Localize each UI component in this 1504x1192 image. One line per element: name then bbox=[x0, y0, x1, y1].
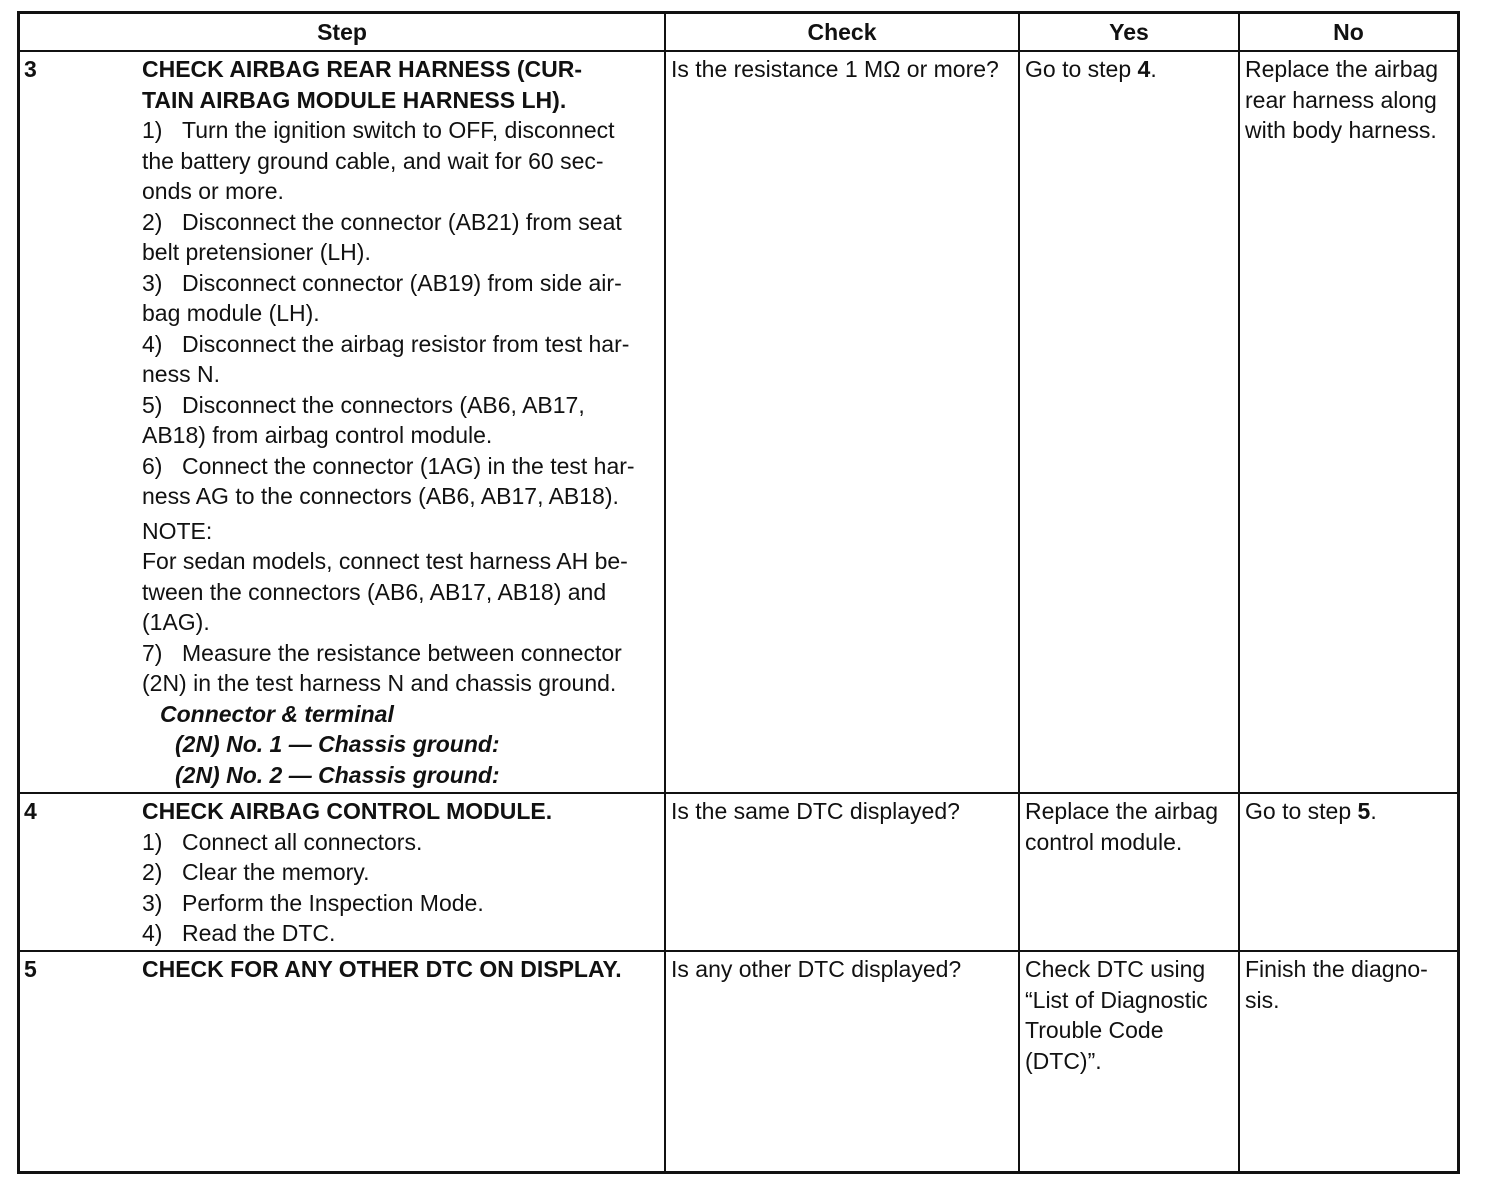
instruction-text: bag module (LH). bbox=[142, 300, 320, 326]
header-no: No bbox=[1239, 14, 1457, 51]
no-text: Go to step bbox=[1245, 798, 1358, 824]
step-instructions bbox=[142, 827, 660, 949]
instruction-line bbox=[142, 268, 660, 299]
note-label: NOTE: bbox=[142, 517, 213, 544]
no-cell: Finish the diagno-sis. bbox=[1239, 951, 1457, 1171]
step-instructions bbox=[142, 115, 660, 512]
instruction-text: Disconnect connector (AB19) from side air- bbox=[182, 269, 622, 296]
instruction-text: Connect the connector (1AG) in the test har- bbox=[182, 452, 635, 479]
instruction-text: Disconnect the connectors (AB6, AB17, bbox=[182, 391, 585, 418]
step-description bbox=[140, 51, 665, 793]
yes-cell bbox=[1019, 51, 1239, 793]
instruction-number: 6) bbox=[142, 452, 163, 479]
instruction-line bbox=[142, 390, 660, 421]
table-row bbox=[20, 951, 1457, 1171]
step-title: CHECK AIRBAG CONTROL MODULE. bbox=[142, 798, 553, 824]
instruction-number: 2) bbox=[142, 208, 163, 235]
instruction-text: Clear the memory. bbox=[182, 859, 370, 885]
instruction-text: Disconnect the airbag resistor from test har- bbox=[182, 330, 630, 357]
instruction-number: 7) bbox=[142, 639, 163, 666]
instruction-number: 4) bbox=[142, 330, 163, 357]
instruction-text: Turn the ignition switch to OFF, disconnect bbox=[182, 117, 615, 143]
instruction-number: 1) bbox=[142, 828, 163, 855]
instruction-text: Disconnect the connector (AB21) from seat bbox=[182, 208, 622, 235]
step-number: 4 bbox=[20, 793, 140, 951]
check-cell: Is the resistance 1 MΩ or more? bbox=[665, 51, 1019, 793]
instruction-text: Read the DTC. bbox=[182, 920, 336, 946]
instruction-line bbox=[142, 638, 660, 669]
note-line: tween the connectors (AB6, AB17, AB18) and bbox=[142, 578, 607, 605]
instruction-line bbox=[142, 481, 660, 512]
step-number: 5 bbox=[20, 951, 140, 1171]
instruction-line bbox=[142, 359, 660, 390]
check-cell: Is any other DTC displayed? bbox=[665, 951, 1019, 1171]
instruction-number: 1) bbox=[142, 117, 163, 143]
check-cell: Is the same DTC displayed? bbox=[665, 793, 1019, 951]
instruction-line bbox=[142, 451, 660, 482]
note-line: (1AG). bbox=[142, 609, 210, 635]
step-instructions bbox=[142, 638, 660, 699]
instruction-line bbox=[142, 176, 660, 207]
header-step: Step bbox=[20, 14, 665, 51]
step-description bbox=[140, 951, 665, 1171]
instruction-text: ness AG to the connectors (AB6, AB17, AB18). bbox=[142, 483, 619, 509]
header-check: Check bbox=[665, 14, 1019, 51]
instruction-text: Measure the resistance between connector bbox=[182, 639, 622, 666]
instruction-line bbox=[142, 146, 660, 177]
instruction-text: Connect all connectors. bbox=[182, 828, 423, 855]
diagnostic-table-sheet bbox=[17, 11, 1460, 1174]
instruction-text: the battery ground cable, and wait for 60 sec- bbox=[142, 147, 604, 174]
table-row bbox=[20, 793, 1457, 951]
instruction-text: Perform the Inspection Mode. bbox=[182, 889, 484, 916]
yes-text: Go to step bbox=[1025, 56, 1138, 82]
step-reference: 5 bbox=[1357, 798, 1371, 824]
instruction-text: onds or more. bbox=[142, 178, 284, 204]
instruction-line bbox=[142, 329, 660, 360]
instruction-line bbox=[142, 207, 660, 238]
spec-line: (2N) No. 1 — Chassis ground: bbox=[175, 731, 500, 757]
note-text bbox=[142, 546, 660, 638]
instruction-line bbox=[142, 115, 660, 146]
step-title: TAIN AIRBAG MODULE HARNESS LH). bbox=[142, 86, 567, 113]
no-cell: Replace the airbag rear harness along with body harness. bbox=[1239, 51, 1457, 793]
instruction-line bbox=[142, 298, 660, 329]
step-reference: 4 bbox=[1137, 56, 1151, 82]
instruction-line bbox=[142, 237, 660, 268]
step-title: CHECK AIRBAG REAR HARNESS (CUR- bbox=[142, 56, 582, 82]
instruction-line bbox=[142, 888, 660, 919]
instruction-number: 2) bbox=[142, 859, 163, 885]
instruction-text: ness N. bbox=[142, 361, 220, 387]
step-description bbox=[140, 793, 665, 951]
header-row bbox=[20, 14, 1457, 51]
instruction-line bbox=[142, 827, 660, 858]
instruction-text: belt pretensioner (LH). bbox=[142, 239, 371, 265]
step-title: CHECK FOR ANY OTHER DTC ON DISPLAY. bbox=[142, 956, 622, 982]
instruction-number: 3) bbox=[142, 269, 163, 296]
note-line: For sedan models, connect test harness AH be- bbox=[142, 548, 628, 574]
spec-line: (2N) No. 2 — Chassis ground: bbox=[175, 761, 500, 788]
no-suffix: . bbox=[1370, 798, 1377, 824]
yes-suffix: . bbox=[1150, 56, 1157, 82]
diagnostic-table bbox=[20, 14, 1457, 1171]
instruction-text: (2N) in the test harness N and chassis ground. bbox=[142, 670, 617, 696]
instruction-line bbox=[142, 918, 660, 949]
instruction-line bbox=[142, 857, 660, 888]
instruction-number: 3) bbox=[142, 889, 163, 916]
yes-cell: Replace the airbag control module. bbox=[1019, 793, 1239, 951]
instruction-number: 4) bbox=[142, 920, 163, 946]
step-number: 3 bbox=[20, 51, 140, 793]
spec-title: Connector & terminal bbox=[160, 700, 394, 727]
no-cell bbox=[1239, 793, 1457, 951]
instruction-line bbox=[142, 420, 660, 451]
table-row bbox=[20, 51, 1457, 793]
instruction-text: AB18) from airbag control module. bbox=[142, 422, 493, 448]
instruction-number: 5) bbox=[142, 391, 163, 418]
header-yes: Yes bbox=[1019, 14, 1239, 51]
instruction-line bbox=[142, 668, 660, 699]
yes-cell: Check DTC using “List of Diagnostic Trouble Code (DTC)”. bbox=[1019, 951, 1239, 1171]
